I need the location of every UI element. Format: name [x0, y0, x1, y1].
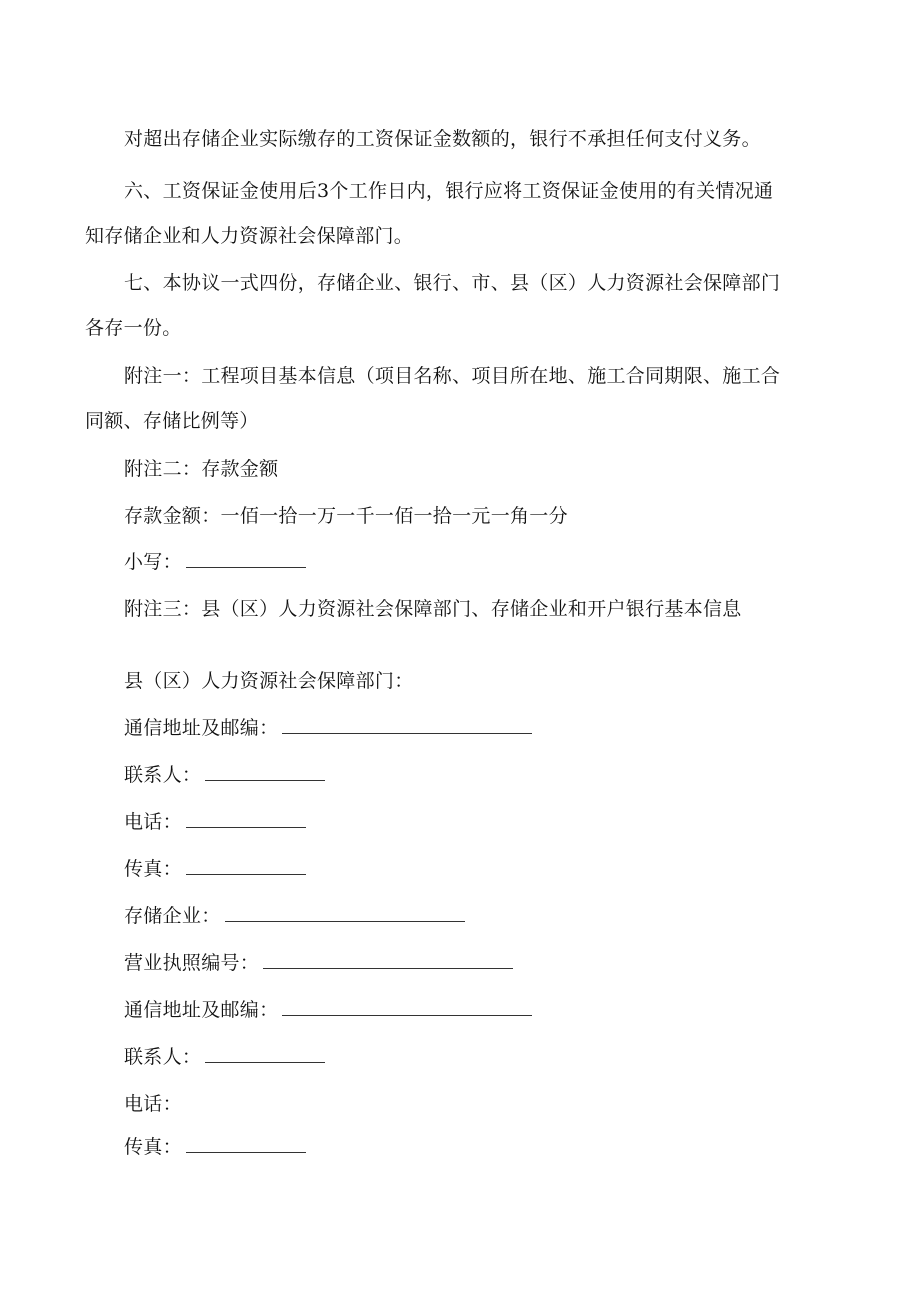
labor-dept-phone-blank[interactable]	[186, 813, 306, 828]
deposit-amount: 存款金额：一佰一拾一万一千一佰一拾一元一角一分	[124, 505, 568, 527]
enterprise-contact-row	[124, 1048, 884, 1067]
note-one-line2: 同额、存储比例等）	[85, 410, 259, 432]
labor-dept-contact-label: 联系人：	[124, 764, 202, 786]
labor-dept-fax-blank[interactable]	[186, 860, 306, 875]
paragraph-seven-line2: 各存一份。	[85, 317, 182, 339]
labor-dept-contact-blank[interactable]	[205, 766, 325, 781]
labor-dept-contact-row	[124, 766, 884, 785]
paragraph-payment-limit: 对超出存储企业实际缴存的工资保证金数额的，银行不承担任何支付义务。	[124, 128, 761, 150]
labor-dept-address-row	[124, 719, 884, 738]
enterprise-contact-label: 联系人：	[124, 1046, 202, 1068]
enterprise-address-blank[interactable]	[282, 1001, 532, 1016]
enterprise-phone-label: 电话：	[124, 1093, 182, 1115]
enterprise-license-label: 营业执照编号：	[124, 952, 260, 974]
lowercase-label: 小写：	[124, 551, 182, 573]
enterprise-license-row	[124, 954, 884, 973]
paragraph-six-line2: 知存储企业和人力资源社会保障部门。	[85, 225, 414, 247]
labor-dept-fax-label: 传真：	[124, 858, 182, 880]
labor-dept-fax-row	[124, 860, 884, 879]
enterprise-name-blank[interactable]	[225, 907, 465, 922]
enterprise-fax-row	[124, 1138, 884, 1157]
paragraph-six-line1: 六、工资保证金使用后3个工作日内，银行应将工资保证金使用的有关情况通	[124, 180, 774, 202]
labor-dept-address-blank[interactable]	[282, 719, 532, 734]
paragraph-seven-line1: 七、本协议一式四份，存储企业、银行、市、县（区）人力资源社会保障部门	[124, 272, 781, 294]
note-three-title: 附注三：县（区）人力资源社会保障部门、存储企业和开户银行基本信息	[124, 598, 742, 620]
enterprise-fax-blank[interactable]	[186, 1138, 306, 1153]
enterprise-name-row	[124, 907, 884, 926]
note-two-title: 附注二：存款金额	[124, 458, 279, 480]
enterprise-phone-row	[124, 1095, 884, 1114]
enterprise-license-blank[interactable]	[263, 954, 513, 969]
labor-dept-phone-row	[124, 813, 884, 832]
enterprise-address-label: 通信地址及邮编：	[124, 999, 279, 1021]
lowercase-amount-row	[124, 553, 884, 572]
note-one-line1: 附注一：工程项目基本信息（项目名称、项目所在地、施工合同期限、施工合	[124, 365, 781, 387]
lowercase-amount-blank[interactable]	[186, 553, 306, 568]
enterprise-fax-label: 传真：	[124, 1136, 182, 1158]
labor-dept-address-label: 通信地址及邮编：	[124, 717, 279, 739]
enterprise-name-label: 存储企业：	[124, 905, 221, 927]
enterprise-contact-blank[interactable]	[205, 1048, 325, 1063]
labor-dept-title: 县（区）人力资源社会保障部门：	[124, 670, 414, 692]
enterprise-address-row	[124, 1001, 884, 1020]
labor-dept-phone-label: 电话：	[124, 811, 182, 833]
